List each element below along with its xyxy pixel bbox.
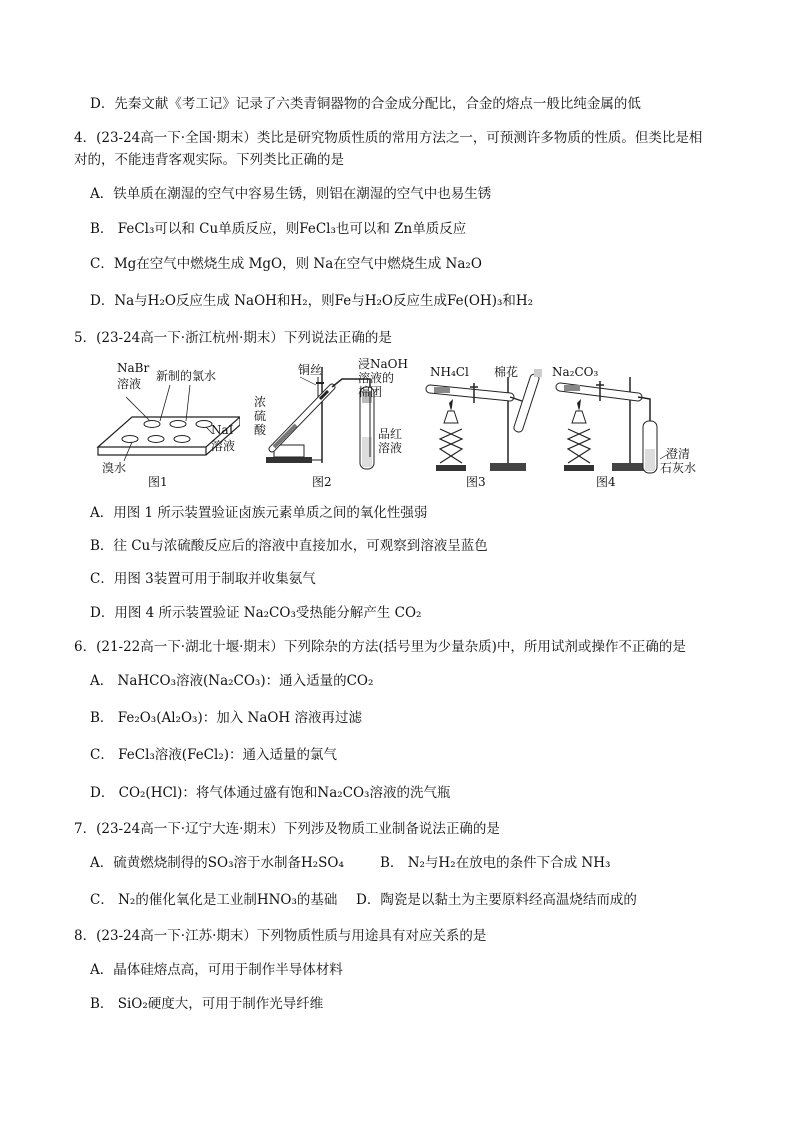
q4-option-c: C．Mg在空气中燃烧生成 MgO，则 Na在空气中燃烧生成 Na₂O	[90, 256, 482, 272]
label-limewater-2: 石灰水	[660, 461, 697, 475]
label-naoh-cotton-3: 棉团	[358, 385, 383, 399]
q6-stem: 6．(21-22高一下·湖北十堰·期末）下列除杂的方法(括号里为少量杂质)中，所用试剂或操作不正确的是	[74, 639, 686, 655]
q8-option-b: B． SiO₂硬度大，可用于制作光导纤维	[90, 996, 324, 1012]
q3-option-d: D．先秦文献《考工记》记录了六类青铜器物的合金成分配比，合金的熔点一般比纯金属的低	[90, 96, 641, 112]
q4-option-a: A．铁单质在潮湿的空气中容易生锈，则铝在潮湿的空气中也易生锈	[90, 186, 492, 202]
q5-option-c: C．用图 3装置可用于制取并收集氨气	[90, 571, 316, 587]
label-naoh-cotton-2: 溶液的	[358, 371, 395, 385]
q8-stem: 8．(23-24高一下·江苏·期末）下列物质性质与用途具有对应关系的是	[74, 928, 487, 944]
label-acid: 酸	[254, 423, 267, 437]
q5-figures	[90, 357, 710, 492]
q4-option-b: B． FeCl₃可以和 Cu单质反应，则FeCl₃也可以和 Zn单质反应	[90, 221, 467, 237]
q6-option-a: A． NaHCO₃溶液(Na₂CO₃)：通入适量的CO₂	[90, 673, 374, 689]
label-concentrated: 浓	[254, 395, 267, 409]
q6-option-b: B． Fe₂O₃(Al₂O₃)：加入 NaOH 溶液再过滤	[90, 710, 362, 726]
q5-option-a: A．用图 1 所示装置验证卤族元素单质之间的氧化性强弱	[90, 505, 428, 521]
q5-option-b: B．往 Cu与浓硫酸反应后的溶液中直接加水，可观察到溶液呈蓝色	[90, 538, 488, 554]
q7-option-d: D．陶瓷是以黏土为主要原料经高温烧结而成的	[356, 892, 637, 908]
figure-1-caption: 图1	[148, 475, 168, 489]
q5-option-d: D．用图 4 所示装置验证 Na₂CO₃受热能分解产生 CO₂	[90, 605, 422, 621]
label-na2co3: Na₂CO₃	[552, 365, 599, 379]
label-nabr: NaBr	[117, 361, 150, 375]
figure-4-sodium-carbonate	[552, 357, 710, 492]
label-chlorine-water: 新制的氯水	[156, 369, 217, 383]
q4-option-d: D．Na与H₂O反应生成 NaOH和H₂，则Fe与H₂O反应生成Fe(OH)₃和H₂	[90, 293, 534, 309]
label-limewater-1: 澄清	[666, 447, 691, 461]
q7-option-c: C． N₂的催化氧化是工业制HNO₃的基础	[90, 892, 338, 908]
q8-option-a: A．晶体硅熔点高，可用于制作半导体材料	[90, 962, 343, 978]
figure-2-copper-acid	[252, 357, 408, 492]
q6-option-c: C． FeCl₃溶液(FeCl₂)：通入适量的氯气	[90, 747, 338, 763]
label-nh4cl: NH₄Cl	[430, 365, 469, 379]
q7-option-a: A．硫黄燃烧制得的SO₃溶于水制备H₂SO₄	[90, 855, 344, 871]
figure-3-caption: 图3	[466, 475, 486, 489]
q7-stem: 7．(23-24高一下·辽宁大连·期末）下列涉及物质工业制备说法正确的是	[74, 821, 500, 837]
q5-stem: 5．(23-24高一下·浙江杭州·期末）下列说法正确的是	[74, 330, 392, 346]
figure-3-ammonia	[422, 357, 562, 492]
q7-option-b: B． N₂与H₂在放电的条件下合成 NH₃	[380, 855, 611, 871]
label-nai: NaI	[211, 423, 234, 437]
label-copper-wire: 铜丝	[298, 363, 323, 377]
label-magenta-1: 品红	[378, 427, 403, 441]
label-sulfuric: 硫	[254, 409, 267, 423]
label-magenta-2: 溶液	[378, 441, 403, 455]
q6-option-d: D． CO₂(HCl)：将气体通过盛有饱和Na₂CO₃溶液的洗气瓶	[90, 785, 451, 801]
label-naoh-cotton-1: 浸NaOH	[358, 357, 408, 371]
label-cotton: 棉花	[494, 365, 519, 379]
figure-1-spot-plate	[90, 357, 240, 492]
label-bromine-water: 溴水	[102, 461, 127, 475]
label-nabr-solution: 溶液	[117, 377, 142, 391]
q4-stem-line1: 4．(23-24高一下·全国·期末）类比是研究物质性质的常用方法之一，可预测许多物质的性质。但类比是相	[74, 130, 703, 146]
figure-2-caption: 图2	[312, 475, 332, 489]
label-nai-solution: 溶液	[211, 439, 236, 453]
q4-stem-line2: 对的，不能违背客观实际。下列类比正确的是	[74, 152, 344, 168]
figure-4-caption: 图4	[596, 475, 616, 489]
